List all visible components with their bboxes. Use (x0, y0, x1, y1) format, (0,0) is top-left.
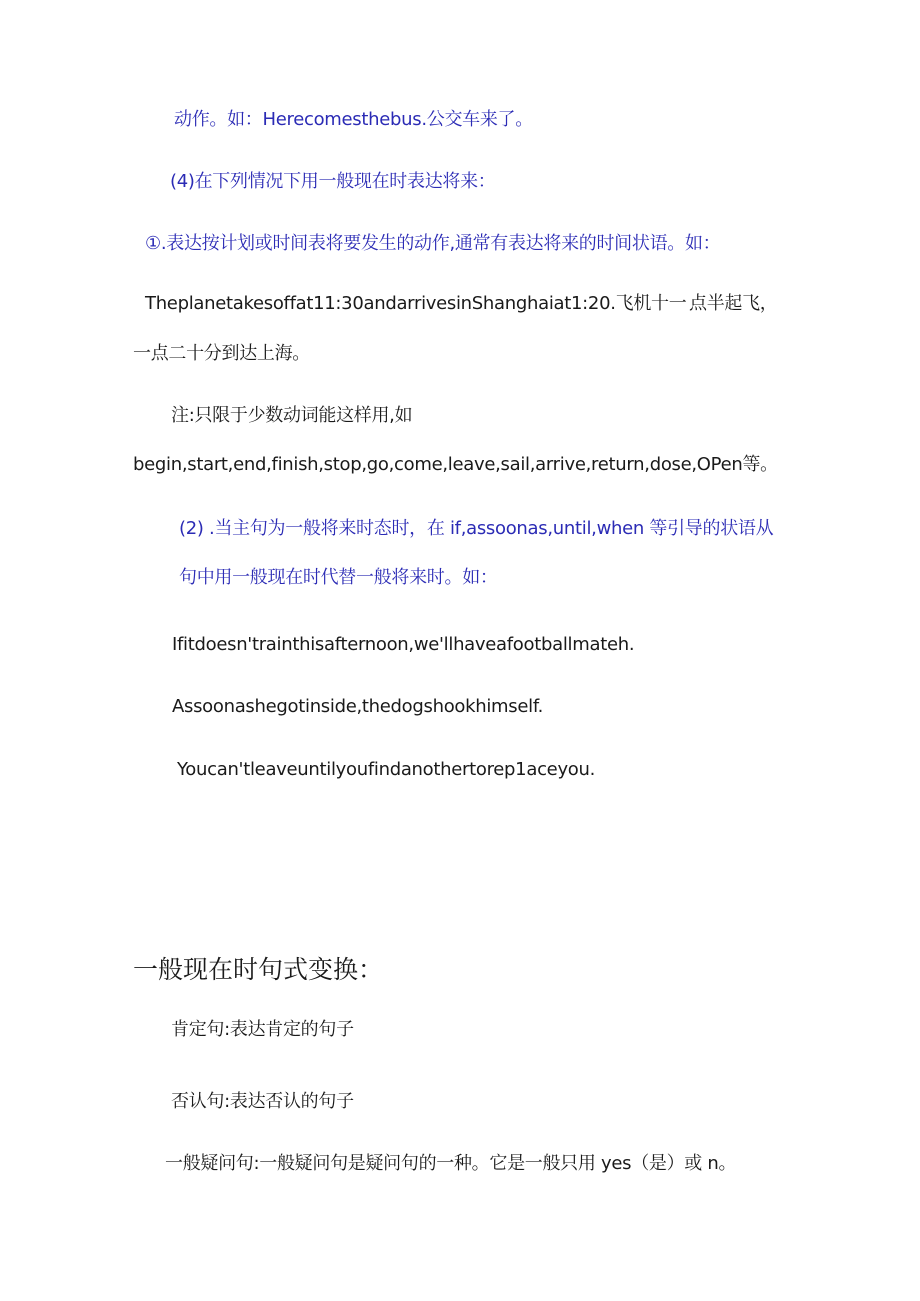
text-line-12: Youcan'tleaveuntilyoufindanothertorep1aceyou. (177, 759, 596, 780)
text-line-9: 句中用一般现在时代替一般将来时。如： (179, 567, 498, 588)
text-line-4: Theplanetakesoffat11:30andarrivesinShanghaiat1:20.飞机十一 (145, 293, 687, 314)
text-line-11: Assoonashegotinside,thedogshookhimself. (172, 696, 543, 717)
text-line-15: 否认句:表达否认的句子 (171, 1091, 354, 1112)
text-line-6: 注:只限于少数动词能这样用,如 (171, 405, 413, 426)
text-line-8: (2) .当主句为一般将来时态时，在 if,assoonas,until,when 等引导的状语从 (179, 518, 774, 539)
text-line-7: begin,start,end,finish,stop,go,come,leave,sail,arrive,return,dose,OPen等。 (133, 454, 778, 475)
text-line-3: ①.表达按计划或时间表将要发生的动作,通常有表达将来的时间状语。如： (145, 233, 721, 254)
text-line-14: 肯定句:表达肯定的句子 (171, 1019, 354, 1040)
text-line-5: 一点二十分到达上海。 (133, 343, 310, 364)
text-line-2: (4)在下列情况下用一般现在时表达将来： (170, 171, 496, 192)
section-heading: 一般现在时句式变换： (133, 955, 384, 984)
text-line-10: Ifitdoesn'trainthisafternoon,we'llhaveafootballmateh. (172, 634, 635, 655)
text-line-16: 一般疑问句:一般疑问句是疑问句的一种。它是一般只用 yes（是）或 n。 (165, 1153, 737, 1174)
text-line-1: 动作。如：Herecomesthebus.公交车来了。 (174, 109, 533, 130)
text-line-4b: 点半起飞， (689, 293, 778, 314)
